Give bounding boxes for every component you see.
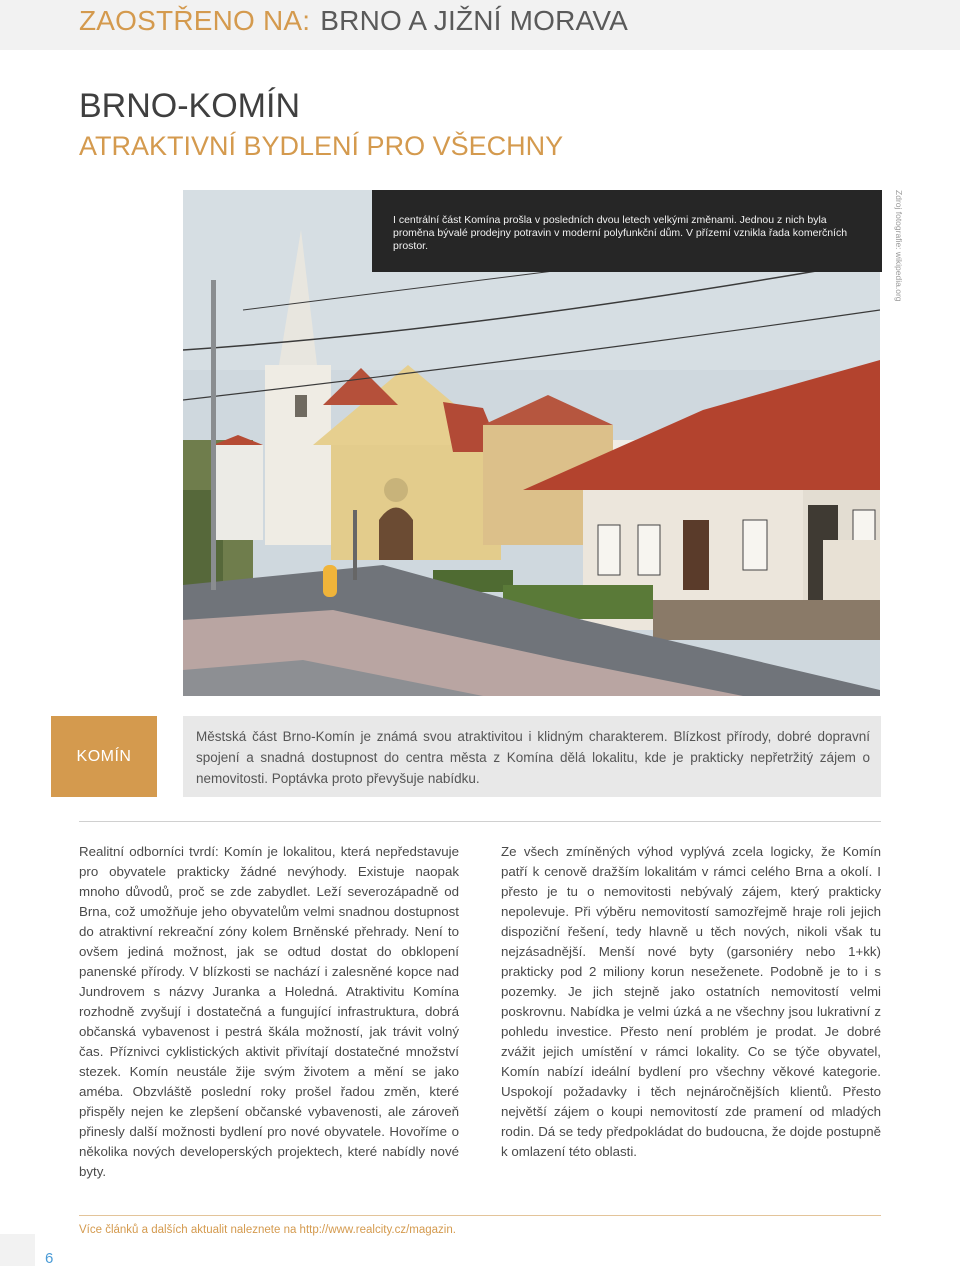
lead-paragraph: Městská část Brno-Komín je známá svou atraktivitou i klidným charakterem. Blízkost přírody, dobré dopravní spojení a snadná dostupnost do centra města z Komína dělá lokalitu, kde je prakticky nepřetržitý zájem o nemovitosti. Poptávka proto převyšuje nabídku. — [196, 729, 870, 786]
photo-caption-text: I centrální část Komína prošla v posledních dvou letech velkými změnami. Jednou z nich byla proměna bývalé prodejny potravin v moderní polyfunkční dům. V přízemí vznikla řada komerčních prostor. — [393, 214, 848, 252]
body-column-right: Ze všech zmíněných výhod vyplývá zcela logicky, že Komín patří k cenově dražším lokalitám v rámci celého Brna a okolí. I přesto je tu o nemovitosti nebývalý zájem, který prakticky nepolevuje. Při výběru nemovitostí samozřejmě hraje roli jejich dispoziční řešení, tedy hlavně u těch nových, nikoli však tu nejzásadnější. Menší nové byty (garsoniéry nebo 1+kk) prakticky pod 2 miliony korun neseženete. Podobně je to i s pozemky. Je jich stejně jako ostatních nemovitostí velmi poskrovnu. Nabídka je velmi úzká a ne všechny jsou lukrativní z pohledu investice. Přesto není problém je prodat. Je dobré zvážit jejich umístění v rámci lokality. Co se týče obyvatel, Komín nabízí ideální bydlení pro všechny věkové kategorie. Uspokojí požadavky i těch nejnáročnějších klientů. Přesto největší zájem o koupi nemovitostí zde pramení od mladých rodin. Dá se tedy předpokládat do budoucna, že dojde postupně k omlazení této oblasti. — [501, 844, 881, 1159]
body-column-left: Realitní odborníci tvrdí: Komín je lokalitou, která nepředstavuje pro obyvatele prakticky žádné nevýhody. Existuje naopak mnoho důvodů, proč se zde zabydlet. Leží severozápadně od Brna, což umožňuje jeho obyvatelům velmi snadnou dostupnost do atraktivní rekreační zóny kolem Brněnské přehrady. Není to ovšem jediná možnost, jak se odtud dostat do obklopení panenské přírody. V blízkosti se nachází i zalesněné kopce nad Jundrovem s názvy Juranka a Holedná. Atraktivitu Komína rozhodně zvyšují i dostatečná a fungující infrastruktura, dobrá občanská vybavenost i pestrá škála možností, jak trávit volný čas. Příznivci cyklistických aktivit přivítají dostatečné množství stezek. Komín neustále žije svým životem a mění se jako améba. Obzvláště poslední roky prošel řadou změn, které přispěly nejen ke zlepšení občanské vybavenosti, ale zároveň přinesly další možnosti bydlení pro nové obyvatele. Hovoříme o několika nových developerských projektech, které nabídly nové byty. — [79, 844, 459, 1179]
section-title — [79, 4, 628, 38]
photo-caption — [372, 190, 882, 272]
page-bar — [0, 1234, 35, 1266]
photo-credit: Zdroj fotografie: wikipedia.org — [894, 190, 904, 302]
page-number: 6 — [45, 1250, 54, 1267]
section-topic: BRNO A JIŽNÍ MORAVA — [320, 5, 628, 36]
footer-divider — [79, 1215, 881, 1216]
section-lead: ZAOSTŘENO NA: — [79, 5, 311, 36]
footer-more-link[interactable]: Více článků a dalších aktualit naleznete na http://www.realcity.cz/magazin. — [79, 1224, 456, 1236]
article-title: BRNO-KOMÍN — [79, 87, 300, 125]
divider — [79, 821, 881, 822]
article-subtitle: ATRAKTIVNÍ BYDLENÍ PRO VŠECHNY — [79, 131, 564, 161]
location-tag: KOMÍN — [51, 716, 157, 797]
lead-box — [183, 716, 881, 797]
